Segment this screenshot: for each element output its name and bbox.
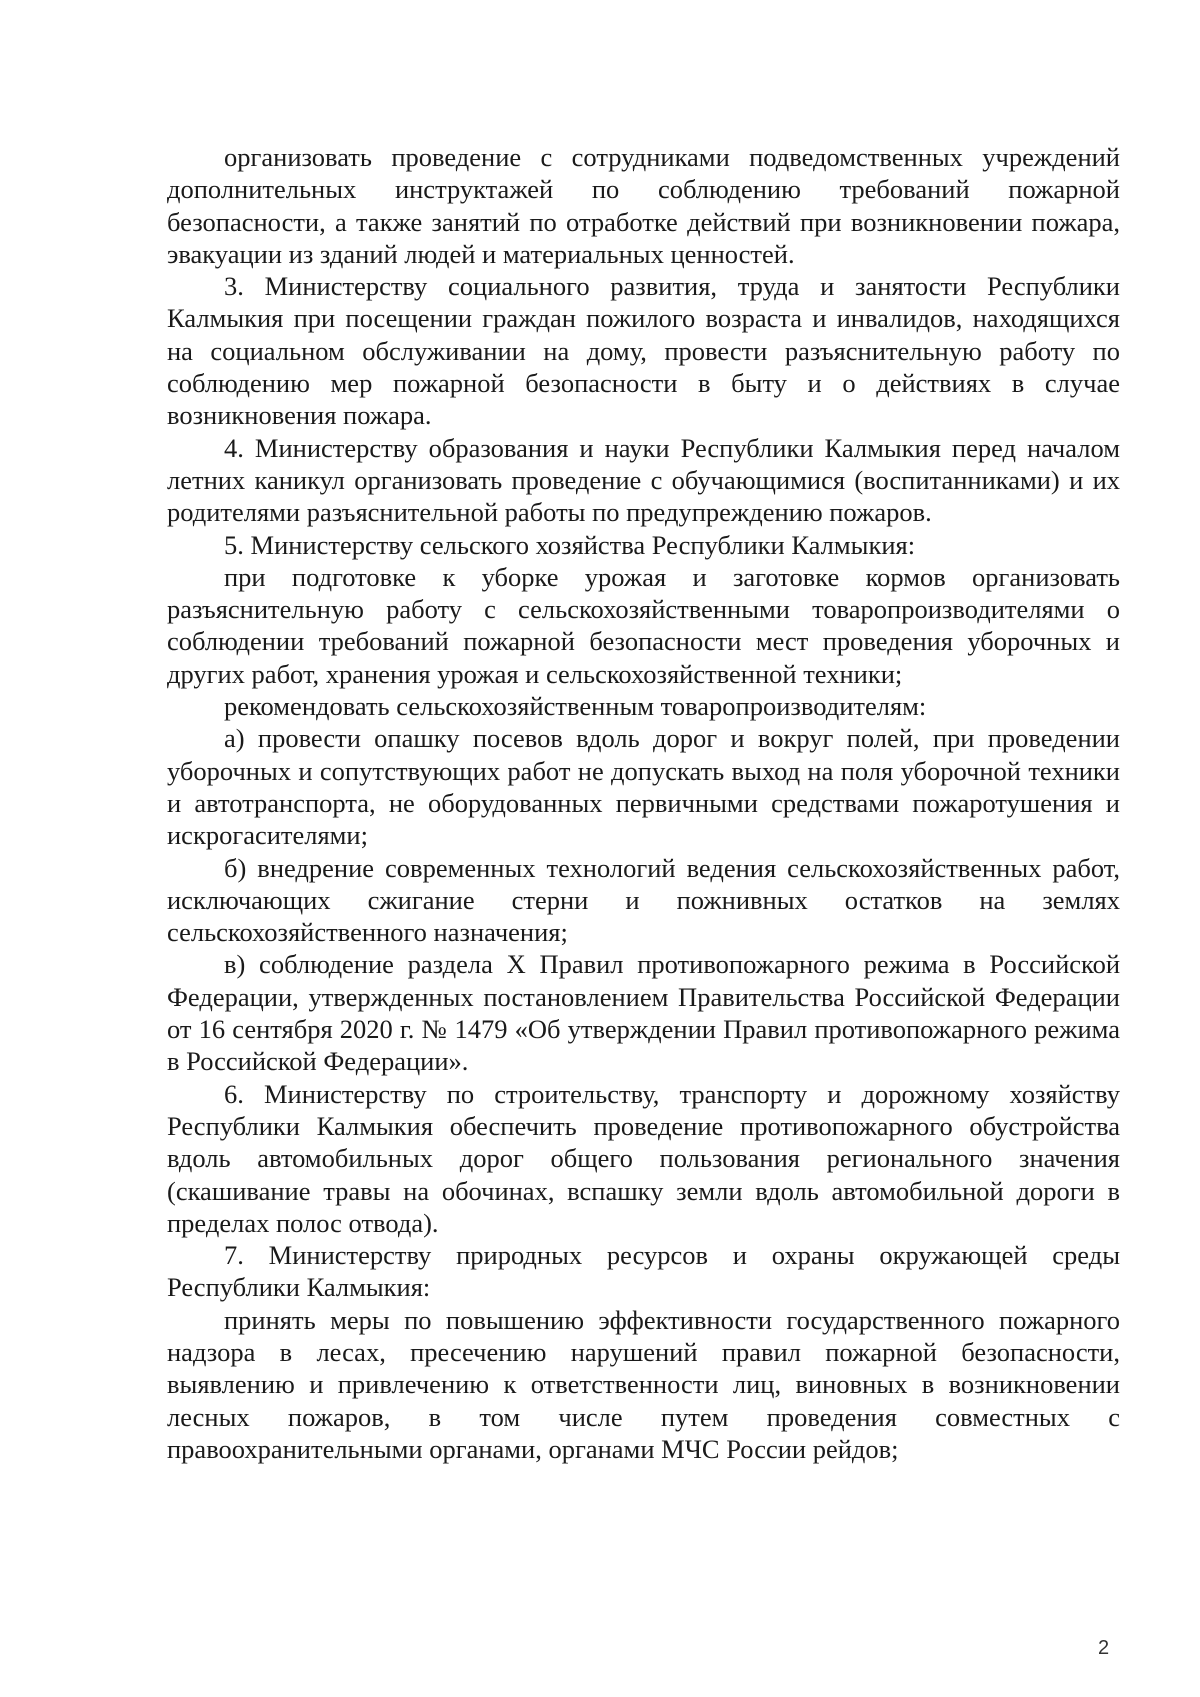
paragraph: организовать проведение с сотрудниками подведомственных учреждений дополнительных инструктажей по соблюдению требований пожарной безопасности, а также занятий по отработке действий при возникновении пожара, эвакуации из зданий людей и материальных ценностей. [167, 142, 1120, 269]
paragraph: принять меры по повышению эффективности государственного пожарного надзора в лесах, пресечению нарушений правил пожарной безопасности, выявлению и привлечению к ответственности лиц, виновных в возникновении лесных пожаров, в том числе путем проведения совместных с правоохранительными органами, органами МЧС России рейдов; [167, 1304, 1120, 1464]
paragraph-item-4: 4. Министерству образования и науки Республики Калмыкия перед началом летних каникул организовать проведение с обучающимися (воспитанниками) и их родителями разъяснительной работы по предупреждению пожаров. [167, 432, 1120, 528]
paragraph-item-5: 5. Министерству сельского хозяйства Республики Калмыкия: [224, 529, 916, 560]
document-body [167, 141, 1120, 1465]
page-number: 2 [1098, 1637, 1110, 1659]
subitem-b: б) внедрение современных технологий ведения сельскохозяйственных работ, исключающих сжигание стерни и пожнивных остатков на землях сельскохозяйственного назначения; [167, 852, 1120, 948]
subitem-a: а) провести опашку посевов вдоль дорог и вокруг полей, при проведении уборочных и сопутствующих работ не допускать выход на поля уборочной техники и автотранспорта, не оборудованных первичными средствами пожаротушения и искрогасителями; [167, 723, 1120, 851]
paragraph-item-7: 7. Министерству природных ресурсов и охраны окружающей среды Республики Калмыкия: [167, 1240, 1120, 1303]
paragraph-item-6: 6. Министерству по строительству, транспорту и дорожному хозяйству Республики Калмыкия обеспечить проведение противопожарного обустройства вдоль автомобильных дорог общего пользования регионального значения (скашивание травы на обочинах, вспашку земли вдоль автомобильной дороги в пределах полос отвода). [167, 1078, 1120, 1238]
subitem-v: в) соблюдение раздела X Правил противопожарного режима в Российской Федерации, утвержденных постановлением Правительства Российской Федерации от 16 сентября 2020 г. № 1479 «Об утверждении Правил противопожарного режима в Российской Федерации». [167, 949, 1120, 1077]
paragraph: рекомендовать сельскохозяйственным товаропроизводителям: [224, 691, 927, 722]
paragraph: при подготовке к уборке урожая и заготовке кормов организовать разъяснительную работу с сельскохозяйственными товаропроизводителями о соблюдении требований пожарной безопасности мест проведения уборочных и других работ, хранения урожая и сельскохозяйственной техники; [167, 561, 1120, 689]
paragraph-item-3: 3. Министерству социального развития, труда и занятости Республики Калмыкия при посещении граждан пожилого возраста и инвалидов, находящихся на социальном обслуживании на дому, провести разъяснительную работу по соблюдению мер пожарной безопасности в быту и о действиях в случае возникновения пожара. [167, 271, 1120, 431]
